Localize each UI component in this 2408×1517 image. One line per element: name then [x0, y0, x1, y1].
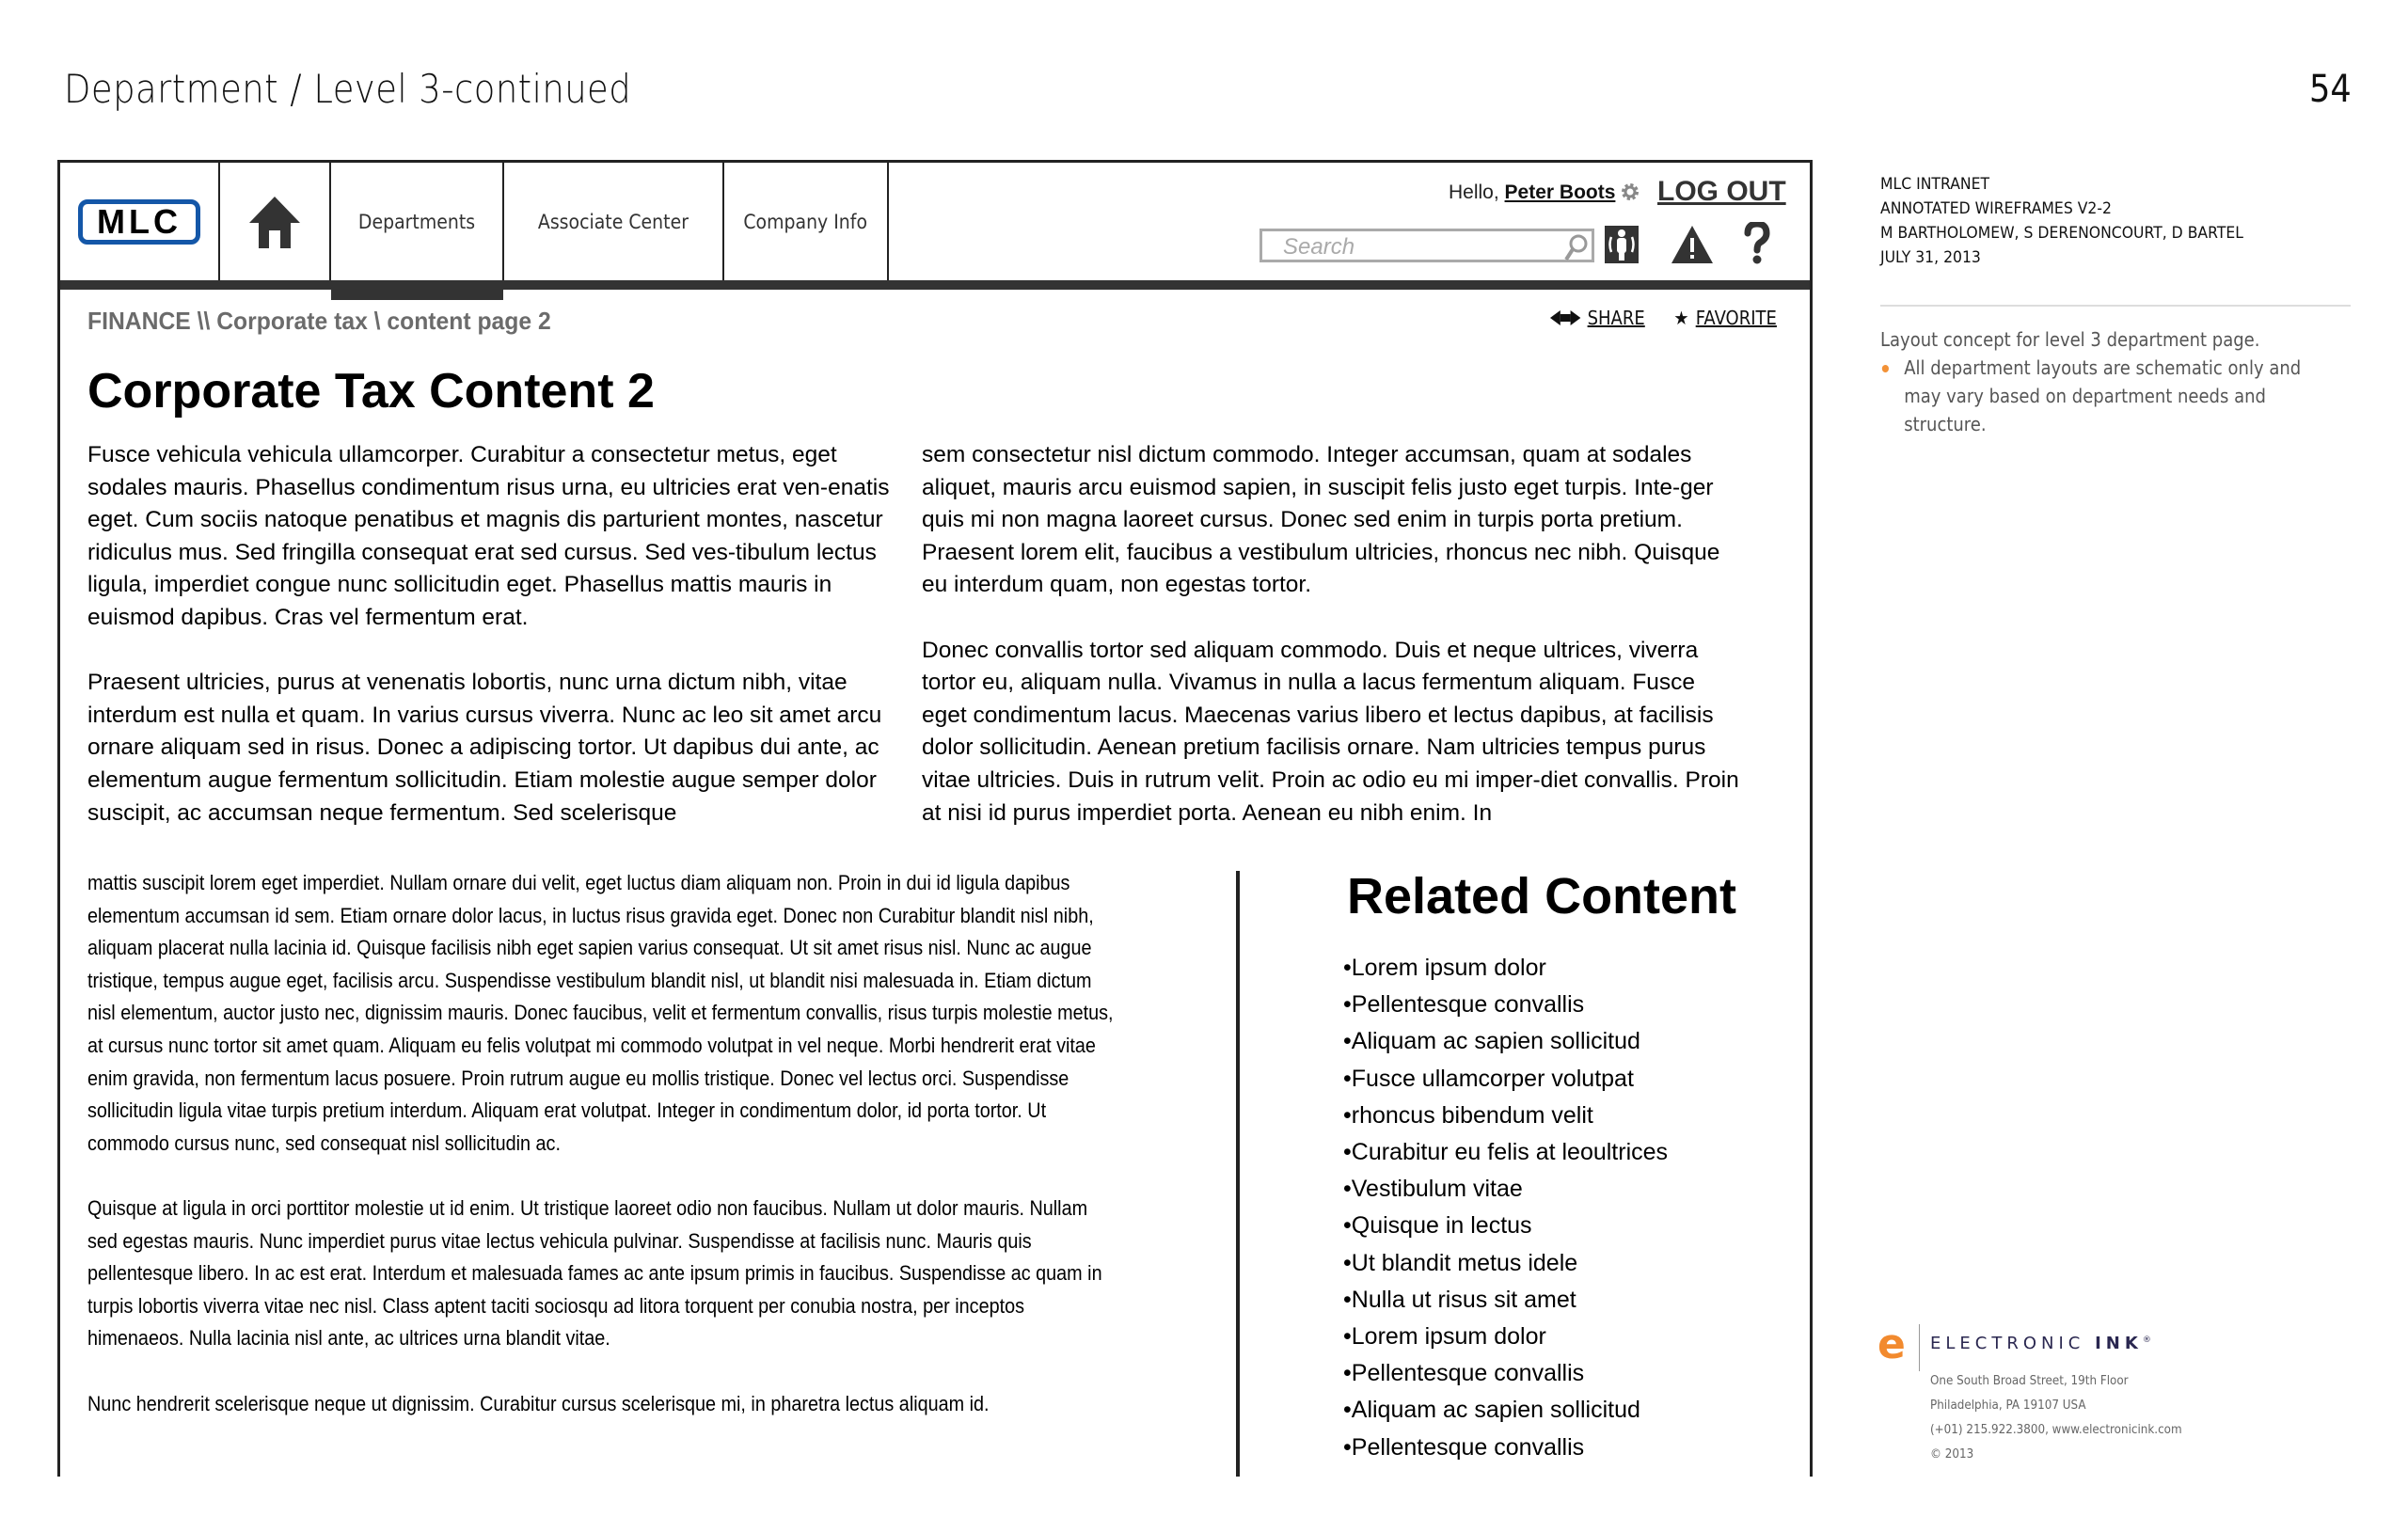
breadcrumb: FINANCE \\ Corporate tax \ content page 2: [87, 307, 551, 335]
logout-link[interactable]: LOG OUT: [1657, 176, 1786, 207]
favorite-link[interactable]: FAVORITE: [1695, 307, 1777, 329]
related-content-item[interactable]: • Aliquam ac sapien sollicitud: [1343, 1392, 1668, 1429]
bullet-dot-icon: [1882, 365, 1889, 372]
content-column-1: [87, 439, 896, 862]
related-content-item[interactable]: • Lorem ipsum dolor: [1343, 1319, 1668, 1355]
meta-line: MLC INTRANET: [1880, 175, 1990, 194]
nav-bar-rule: [60, 280, 1810, 290]
ei-logo-mark: e: [1877, 1320, 1906, 1368]
search-icon[interactable]: [1563, 233, 1590, 261]
logo-divider: [1919, 1324, 1920, 1371]
registered-mark: ®: [2142, 1335, 2151, 1345]
share-favorite-row: [1550, 307, 1777, 329]
content-heading: Corporate Tax Content 2: [87, 364, 655, 419]
paragraph: Nunc hendrerit scelerisque neque ut dignissim. Curabitur cursus scelerisque mi, in pharetra lectus aliquam id.: [87, 1391, 990, 1415]
related-content-item[interactable]: • Quisque in lectus: [1343, 1208, 1668, 1244]
paragraph: Quisque at ligula in orci porttitor molestie ut id enim. Ut tristique laoreet odio non faucibus. Nullam ut dolor mauris. Nullam sed egestas mauris. Nunc imperdiet purus vitae lectus vehicula pulvinar. Suspendisse at facilisis nunc. Mauris quis pellentesque libero. In ac est erat. Interdum et malesuada fames ac ante ipsum primis in faucibus. Suspendisse ac quam in turpis lobortis viverra vitae nec nisl. Class aptent taciti sociosqu ad litora torquent per conubia nostra, per inceptos himenaeos. Nulla lacinia nisl ante, ac ultrices urna blandit vitae.: [87, 1195, 1102, 1351]
related-content-list: [1343, 950, 1668, 1466]
share-link[interactable]: SHARE: [1587, 307, 1645, 329]
related-content-item[interactable]: • Fusce ullamcorper volutpat: [1343, 1061, 1668, 1098]
ei-wordmark: [1930, 1334, 2151, 1353]
user-greeting: [1449, 182, 1640, 204]
paragraph: Fusce vehicula vehicula ullamcorper. Curabitur a consectetur metus, eget sodales mauris. Phasellus condimentum risus urna, eu ultricies erat ven-enatis eget. Cum sociis natoque penatibus et magnis dis parturient montes, nascetur ridiculus mus. Sed fringilla consequat erat sed cursus. Sed ves-tibulum lectus ligula, imperdiet congue nunc sollicitudin eget. Phasellus mattis mauris in euismod dapibus. Cras vel fermentum erat.: [87, 442, 890, 630]
paragraph: sem consectetur nisl dictum commodo. Integer accumsan, quam at sodales aliquet, mauris arcu euismod sapien, in suscipit felis justo eget turpis. Inte-ger quis mi non magna laoreet cursus. Donec sed enim in turpis porta pretium. Praesent lorem elit, faucibus a vestibulum ultricies, rhoncus nec nibh. Quisque eu interdum quam, non egestas tortor.: [922, 442, 1720, 598]
related-content-item[interactable]: • Pellentesque convallis: [1343, 987, 1668, 1023]
meta-line: M BARTHOLOMEW, S DERENONCOURT, D BARTEL: [1880, 224, 2244, 243]
note-text: Layout concept for level 3 department page.: [1880, 328, 2260, 351]
related-content-item[interactable]: • rhoncus bibendum velit: [1343, 1098, 1668, 1134]
annotation-note: [1880, 325, 2337, 438]
note-bullet: [1880, 354, 2337, 438]
active-nav-indicator: [331, 280, 503, 300]
company-address: [1930, 1369, 2182, 1467]
alert-icon[interactable]: [1671, 225, 1714, 264]
search-input[interactable]: [1259, 229, 1594, 262]
note-bullet-text: All department layouts are schematic only and may vary based on department needs and structure.: [1904, 356, 2302, 435]
home-button[interactable]: [220, 163, 331, 280]
page-number: 54: [2309, 68, 2352, 111]
mlc-logo[interactable]: MLC: [78, 199, 200, 245]
wordmark-bold: INK: [2095, 1334, 2143, 1353]
related-content-item[interactable]: • Nulla ut risus sit amet: [1343, 1282, 1668, 1319]
share-icon[interactable]: [1550, 310, 1580, 325]
meta-divider: [1880, 305, 2351, 307]
related-content-item[interactable]: • Pellentesque convallis: [1343, 1355, 1668, 1392]
page-title: Department / Level 3-continued: [64, 66, 632, 112]
people-icon[interactable]: [1605, 226, 1639, 263]
star-icon[interactable]: ★: [1673, 307, 1689, 329]
document-meta: [1880, 172, 2243, 270]
paragraph: Donec convallis tortor sed aliquam commodo. Duis et neque ultrices, viverra tortor eu, aliquam nulla. Vivamus in nulla a lacus fermentum aliquam. Fusce eget condimentum lacus. Maecenas varius libero et lectus dapibus, at facilisis dolor sollicitudin. Aenean pretium facilisis ornare. Nam ultricies tempus purus vitae ultricies. Duis in rutrum velit. Proin ac odio eu mi imper-diet convallis. Proin at nisi id purus imperdiet porta. Aenean eu nibh enim. In: [922, 637, 1739, 826]
meta-line: ANNOTATED WIREFRAMES V2-2: [1880, 199, 2112, 218]
address-line: One South Broad Street, 19th Floor: [1930, 1374, 2129, 1388]
nav-item-label: Departments: [357, 210, 476, 233]
content-column-3: [87, 867, 1122, 1453]
paragraph: mattis suscipit lorem eget imperdiet. Nullam ornare dui velit, eget luctus diam aliquam non. Proin in dui id ligula dapibus elementum accumsan id sem. Etiam ornare dolor lacus, in luctus risus gravida eget. Donec non Curabitur blandit nisl nibh, aliquam placerat nulla lacinia id. Quisque facilisis nibh eget sapien varius consequat. Ut sit amet risus nisl. Nunc ac augue tristique, tempus augue eget, facilisis arcu. Suspendisse vestibulum blandit nisl, ut blandit nisi malesuada in. Etiam dictum nisl elementum, auctor justo nec, dignissim mauris. Donec faucibus, velit et fermentum convallis, risus turpis molestie metus, at cursus nunc tortor sit amet quam. Aliquam eu felis volutpat mi commodo volutpat in vel neque. Morbi hendrerit erat vitae enim gravida, non fermentum lacus posuere. Proin rutrum augue eu mollis tristique. Donec vel lectus orci. Suspendisse sollicitudin ligula vitae turpis pretium interdum. Aliquam erat volutpat. Integer in condimentum dolor, id porta tortor. Ut commodo cursus nunc, sed consequat nisl sollicitudin ac.: [87, 871, 1114, 1155]
related-content-item[interactable]: • Aliquam ac sapien sollicitud: [1343, 1023, 1668, 1060]
related-content-item[interactable]: • Vestibulum vitae: [1343, 1171, 1668, 1208]
nav-item-label: Company Info: [743, 210, 868, 233]
help-icon[interactable]: [1744, 222, 1770, 265]
related-divider: [1236, 871, 1240, 1477]
paragraph: Praesent ultricies, purus at venenatis lobortis, nunc urna dictum nibh, vitae interdum est nulla et quam. In varius cursus viverra. Nunc ac leo sit amet arcu ornare aliquam sed in risus. Donec a adipiscing tortor. Ut dapibus dui ante, ac elementum augue fermentum sollicitudin. Etiam molestie augue semper dolor suscipit, ac accumsan neque fermentum. Sed scelerisque: [87, 670, 882, 826]
search-placeholder: Search: [1283, 234, 1355, 260]
nav-item-label: Associate Center: [537, 210, 689, 233]
address-line: Philadelphia, PA 19107 USA: [1930, 1398, 2086, 1413]
related-content-item[interactable]: • Lorem ipsum dolor: [1343, 950, 1668, 987]
related-content-title: Related Content: [1347, 868, 1737, 924]
related-content-item[interactable]: • Pellentesque convallis: [1343, 1430, 1668, 1466]
meta-line: JULY 31, 2013: [1880, 248, 1981, 267]
user-name-link[interactable]: Peter Boots: [1504, 182, 1616, 203]
address-line: (+01) 215.922.3800, www.electronicink.com: [1930, 1423, 2182, 1437]
nav-item-company-info[interactable]: [724, 163, 889, 280]
gear-icon[interactable]: [1621, 182, 1640, 201]
content-column-2: [922, 439, 1740, 862]
address-line: © 2013: [1930, 1447, 1974, 1462]
wordmark-light: ELECTRONIC: [1930, 1334, 2085, 1353]
logo-cell[interactable]: [60, 163, 220, 280]
greeting-text: Hello,: [1449, 182, 1499, 203]
nav-item-associate-center[interactable]: [504, 163, 724, 280]
home-icon: [248, 195, 301, 249]
related-content-item[interactable]: • Ut blandit metus idele: [1343, 1245, 1668, 1282]
related-content-item[interactable]: • Curabitur eu felis at leoultrices: [1343, 1134, 1668, 1171]
nav-item-departments[interactable]: [331, 163, 504, 280]
